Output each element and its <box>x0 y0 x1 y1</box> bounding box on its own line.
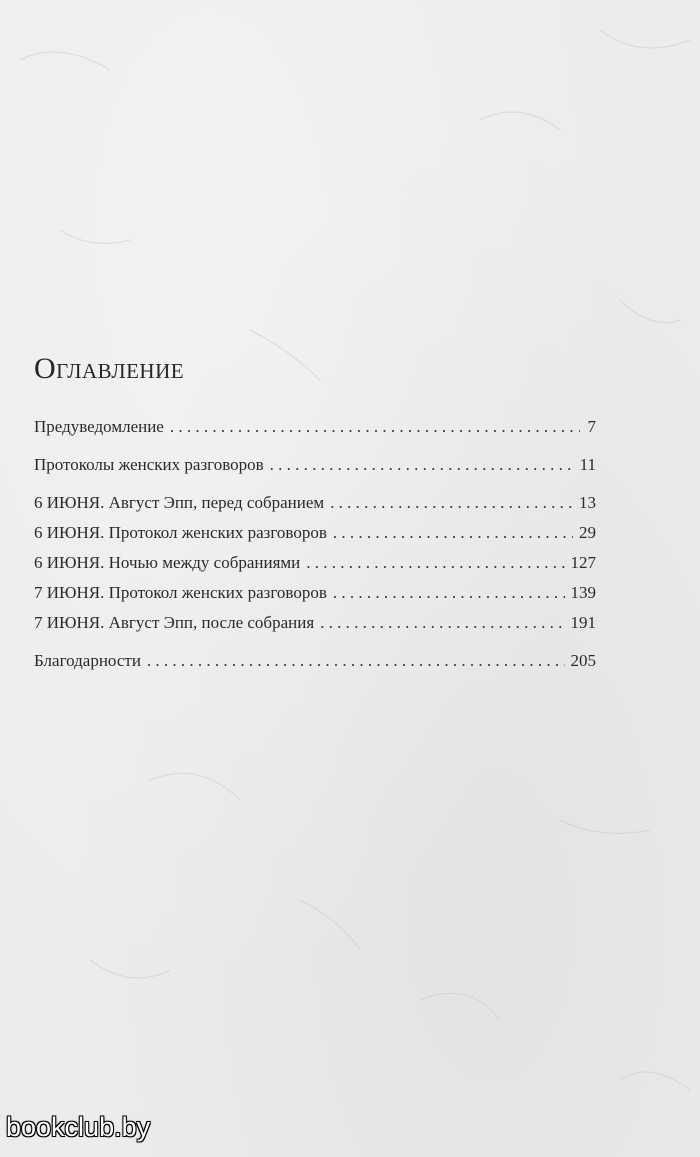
toc-entry-page: 205 <box>570 651 596 670</box>
toc-entry-label: 6 ИЮНЯ. Ночью между собраниями <box>34 553 301 572</box>
dot-leader <box>306 548 564 578</box>
dot-leader <box>170 412 580 442</box>
dot-leader <box>330 488 573 518</box>
toc-entry-june7-protocol[interactable] <box>34 578 596 608</box>
dot-leader <box>320 608 564 638</box>
toc-entry-page: 13 <box>579 493 596 512</box>
toc-title: Оглавление <box>34 352 185 385</box>
toc-entry-page: 127 <box>570 553 596 572</box>
watermark-text: bookclub.by <box>6 1112 151 1142</box>
toc-entry-label: 7 ИЮНЯ. Август Эпп, после собрания <box>34 613 315 632</box>
toc-entry-label: 7 ИЮНЯ. Протокол женских разговоров <box>34 583 327 602</box>
toc-entry-page: 11 <box>579 455 596 474</box>
toc-entry-page: 139 <box>570 583 596 602</box>
toc-entry-june6-protocol[interactable] <box>34 518 596 548</box>
toc-entry-foreword[interactable] <box>34 412 596 442</box>
toc-entry-label: Благодарности <box>34 651 141 670</box>
toc-entry-page: 29 <box>579 523 596 542</box>
toc-entry-label: Предуведомление <box>34 417 164 436</box>
toc-entry-acknowledgements[interactable] <box>34 646 596 676</box>
toc-entry-page: 7 <box>587 417 596 436</box>
toc-entry-june6-before[interactable] <box>34 488 596 518</box>
toc-entry-protocols[interactable] <box>34 450 596 480</box>
toc-entry-june6-night[interactable] <box>34 548 596 578</box>
dot-leader <box>147 646 565 676</box>
toc-entry-label: Протоколы женских разговоров <box>34 455 264 474</box>
dot-leader <box>270 450 574 480</box>
toc-entry-june7-after[interactable] <box>34 608 596 638</box>
toc-entry-label: 6 ИЮНЯ. Август Эпп, перед собранием <box>34 493 325 512</box>
toc-entry-page: 191 <box>570 613 596 632</box>
table-of-contents <box>34 412 596 676</box>
dot-leader <box>333 518 573 548</box>
dot-leader <box>333 578 565 608</box>
toc-entry-label: 6 ИЮНЯ. Протокол женских разговоров <box>34 523 327 542</box>
